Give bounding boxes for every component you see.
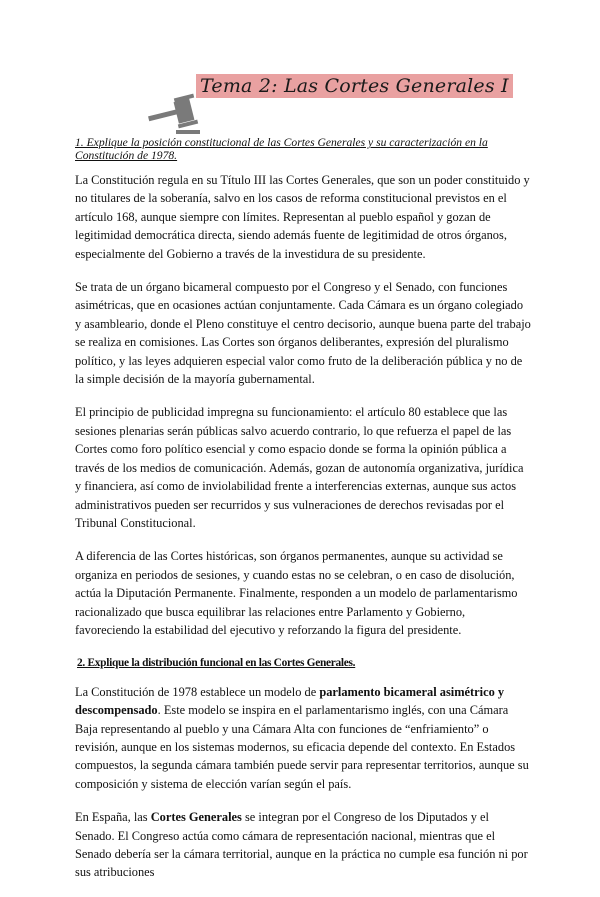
paragraph: La Constitución regula en su Título III las Cortes Generales, que son un poder constituido y no titulares de la soberanía, salvo en los casos de reforma constitucional previstos en el artículo 168, aunque siempre con límites. Representan al pueblo español y gozan de legitimidad democrática directa, siendo además fuente de legitimidad de otros órganos, especialmente del Gobierno a través de la investidura de su presidente. [75,173,530,261]
bold-text: Cortes Generales [150,810,242,825]
paragraph [75,683,531,793]
text: La Constitución de 1978 establece un modelo de [75,684,320,699]
paragraph: A diferencia de las Cortes históricas, son órganos permanentes, aunque su actividad se organiza en periodos de sesiones, y cuando estas no se celebran, o en caso de disolución, actúa la Diputación Permanente. Finalmente, responden a un modelo de parlamentarismo racionalizado que busca equilibrar las relaciones entre Parlamento y Gobierno, favoreciendo la estabilidad del ejecutivo y reforzando la figura del presidente. [75,549,518,637]
bold-text: parlamento bicameral asimétrico y descompensado [75,684,505,718]
document-body [75,171,531,897]
question-2-heading: 2. Explique la distribución funcional en las Cortes Generales. [77,657,356,670]
paragraph: El principio de publicidad impregna su funcionamiento: el artículo 80 establece que las sesiones plenarias serán públicas salvo acuerdo contrario, lo que refuerza el papel de las Cortes como foro político esencial y como espacio donde se forma la opinión pública a través de los medios de comunicación. Además, gozan de autonomía organizativa, jurídica y financiera, así como de inviolabilidad frente a interferencias externas, aunque sus actos administrativos pueden ser recurridos y sus vulneraciones de derechos revisadas por el Tribunal Constitucional. [75,405,524,530]
text: . Este modelo se inspira en el parlamentarismo inglés, con una Cámara Baja representando al pueblo y una Cámara Alta con funciones de “enfriamiento” o revisión, aunque en los sistemas modernos, su eficacia depende del contexto. En Estados compuestos, la segunda cámara también puede servir para representar territorios, aunque su composición y sistema de elección varían según el país. [75,703,529,791]
paragraph: Se trata de un órgano bicameral compuesto por el Congreso y el Senado, con funciones asimétricas, que en ocasiones actúan conjuntamente. Cada Cámara es un órgano colegiado y asambleario, donde el Pleno constituye el centro decisorio, aunque buena parte del trabajo se realiza en comisiones. Las Cortes son órganos deliberantes, expresión del pluralismo político, y las leyes adquieren especial valor como fruto de la deliberación pública y no de la simple decisión de la mayoría gubernamental. [75,280,531,387]
text: se integran por el Congreso de los Diputados y el Senado. El Congreso actúa como cámara de representación nacional, mientras que el Senado debería ser la cámara territorial, aunque en la práctica no cumple esa función ni por sus atribuciones [75,810,528,880]
paragraph [75,808,531,882]
document-title: Tema 2: Las Cortes Generales I [196,74,513,98]
question-1-heading: 1. Explique la posición constitucional de las Cortes Generales y su caracterización en la Constitución de 1978. [75,136,488,162]
text: En España, las [75,810,151,825]
gavel-icon [146,92,206,134]
